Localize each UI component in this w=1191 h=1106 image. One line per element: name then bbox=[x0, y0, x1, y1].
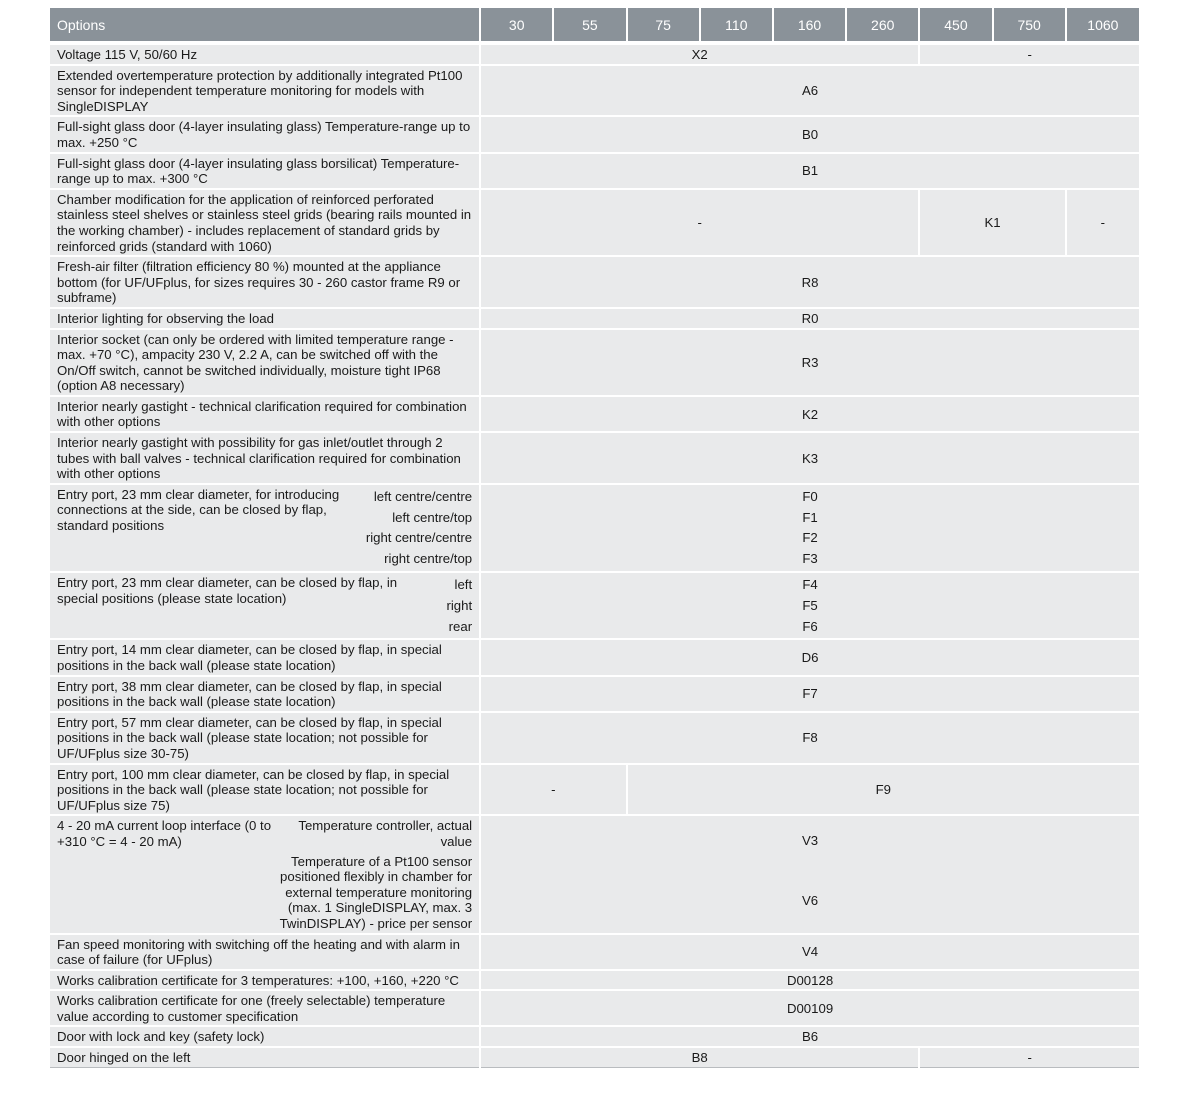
option-description: Entry port, 14 mm clear diameter, can be closed by flap, in special positions in the back wall (please state location) bbox=[50, 639, 480, 675]
option-code: F5 bbox=[802, 597, 818, 613]
option-code: F1 bbox=[802, 509, 818, 525]
option-description: Entry port, 100 mm clear diameter, can be closed by flap, in special positions in the back wall (please state location; not possible for UF/UFplus size 75) bbox=[50, 764, 480, 816]
position-label: left centre/top bbox=[392, 509, 473, 525]
table-row bbox=[50, 990, 1139, 1026]
option-code: X2 bbox=[480, 43, 919, 65]
options-table-container bbox=[50, 8, 1139, 1068]
option-description bbox=[50, 484, 480, 572]
header-size: 260 bbox=[846, 8, 919, 43]
option-code: V4 bbox=[480, 934, 1139, 970]
table-row bbox=[50, 396, 1139, 432]
option-code: - bbox=[480, 764, 626, 816]
table-row bbox=[50, 764, 1139, 816]
option-code: D00109 bbox=[480, 990, 1139, 1026]
option-description: Extended overtemperature protection by additionally integrated Pt100 sensor for independent temperature monitoring for models with SingleDISPLAY bbox=[50, 65, 480, 117]
table-row bbox=[50, 116, 1139, 152]
option-code: B1 bbox=[480, 153, 1139, 189]
table-row bbox=[50, 970, 1139, 991]
header-size: 75 bbox=[627, 8, 700, 43]
table-row bbox=[50, 1026, 1139, 1047]
header-size: 55 bbox=[553, 8, 626, 43]
table-row bbox=[50, 1047, 1139, 1067]
option-description: Chamber modification for the application of reinforced perforated stainless steel shelves or stainless steel grids (bearing rails mounted in the working chamber) - includes replacement of standard grids by reinforced grids (standard with 1060) bbox=[50, 189, 480, 256]
table-row bbox=[50, 572, 1139, 639]
table-row bbox=[50, 329, 1139, 396]
option-description: Entry port, 38 mm clear diameter, can be closed by flap, in special positions in the back wall (please state location) bbox=[50, 676, 480, 712]
table-row bbox=[50, 189, 1139, 256]
table-row bbox=[50, 308, 1139, 329]
option-code: - bbox=[1066, 189, 1139, 256]
option-code: F8 bbox=[480, 712, 1139, 764]
option-code: - bbox=[919, 43, 1139, 65]
option-code: F9 bbox=[627, 764, 1139, 816]
table-row bbox=[50, 676, 1139, 712]
option-description: Fresh-air filter (filtration efficiency 80 %) mounted at the appliance bottom (for UF/UFplus, for sizes requires 30 - 260 castor frame R9 or subframe) bbox=[50, 256, 480, 308]
position-label: left centre/centre bbox=[373, 488, 473, 504]
option-description: Full-sight glass door (4-layer insulating glass borsilicat) Temperature-range up to max. +300 °C bbox=[50, 153, 480, 189]
option-code: D00128 bbox=[480, 970, 1139, 991]
table-row bbox=[50, 639, 1139, 675]
option-code: V3 bbox=[801, 833, 819, 849]
position-label: right centre/centre bbox=[365, 530, 473, 546]
option-code-group bbox=[480, 815, 1139, 933]
option-description: Door hinged on the left bbox=[50, 1047, 480, 1067]
current-loop-sub-option: Temperature controller, actual value bbox=[298, 818, 473, 849]
option-code: F2 bbox=[802, 530, 818, 546]
option-description: Door with lock and key (safety lock) bbox=[50, 1026, 480, 1047]
option-code: R0 bbox=[480, 308, 1139, 329]
option-code: K2 bbox=[480, 396, 1139, 432]
option-code: - bbox=[480, 189, 919, 256]
header-size: 750 bbox=[993, 8, 1066, 43]
option-description bbox=[50, 815, 480, 933]
header-size: 30 bbox=[480, 8, 553, 43]
option-code: R3 bbox=[480, 329, 1139, 396]
option-code: B8 bbox=[480, 1047, 919, 1067]
table-row bbox=[50, 934, 1139, 970]
option-code: F7 bbox=[480, 676, 1139, 712]
option-code: A6 bbox=[480, 65, 1139, 117]
option-description: Works calibration certificate for one (freely selectable) temperature value according to customer specification bbox=[50, 990, 480, 1026]
option-code: K1 bbox=[919, 189, 1065, 256]
option-code-group bbox=[480, 484, 1139, 572]
option-code-group bbox=[480, 572, 1139, 639]
option-description: Works calibration certificate for 3 temperatures: +100, +160, +220 °C bbox=[50, 970, 480, 991]
position-label: left bbox=[454, 577, 473, 593]
position-label: right centre/top bbox=[384, 551, 473, 567]
option-description: Interior nearly gastight - technical clarification required for combination with other options bbox=[50, 396, 480, 432]
entry-port-positions bbox=[440, 575, 472, 637]
entry-port-description: Entry port, 23 mm clear diameter, can be closed by flap, in special positions (please state location) bbox=[57, 575, 398, 606]
current-loop-description: 4 - 20 mA current loop interface (0 to +310 °C = 4 - 20 mA) bbox=[57, 818, 272, 849]
option-description: Voltage 115 V, 50/60 Hz bbox=[50, 43, 480, 65]
table-row bbox=[50, 43, 1139, 65]
option-description: Fan speed monitoring with switching off the heating and with alarm in case of failure (for UFplus) bbox=[50, 934, 480, 970]
entry-port-description: Entry port, 23 mm clear diameter, for introducing connections at the side, can be closed by flap, standard positions bbox=[57, 486, 340, 534]
header-size: 450 bbox=[919, 8, 992, 43]
options-table bbox=[50, 8, 1139, 1068]
header-size: 110 bbox=[700, 8, 773, 43]
current-loop-sub-option: Temperature of a Pt100 sensor positioned flexibly in chamber for external temperature monitoring (max. 1 SingleDISPLAY, max. 3 TwinDISPLAY) - price per sensor bbox=[279, 853, 473, 931]
header-size: 160 bbox=[773, 8, 846, 43]
option-code: D6 bbox=[480, 639, 1139, 675]
option-description: Interior nearly gastight with possibility for gas inlet/outlet through 2 tubes with ball valves - technical clarification required for combination with other options bbox=[50, 432, 480, 484]
option-code: F4 bbox=[802, 577, 818, 593]
table-row bbox=[50, 815, 1139, 933]
option-code: F3 bbox=[802, 551, 818, 567]
option-code: B6 bbox=[480, 1026, 1139, 1047]
table-row bbox=[50, 153, 1139, 189]
option-code: B0 bbox=[480, 116, 1139, 152]
option-code: F0 bbox=[802, 488, 818, 504]
option-code: V6 bbox=[801, 892, 819, 908]
option-description bbox=[50, 572, 480, 639]
option-code: K3 bbox=[480, 432, 1139, 484]
option-description: Entry port, 57 mm clear diameter, can be closed by flap, in special positions in the back wall (please state location; not possible for UF/UFplus size 30-75) bbox=[50, 712, 480, 764]
option-code: - bbox=[919, 1047, 1139, 1067]
option-description: Interior lighting for observing the load bbox=[50, 308, 480, 329]
position-label: rear bbox=[448, 618, 473, 634]
option-code: F6 bbox=[802, 618, 818, 634]
option-code: R8 bbox=[480, 256, 1139, 308]
table-row bbox=[50, 432, 1139, 484]
position-label: right bbox=[446, 597, 473, 613]
header-row bbox=[50, 8, 1139, 43]
table-row bbox=[50, 65, 1139, 117]
table-row bbox=[50, 712, 1139, 764]
option-description: Full-sight glass door (4-layer insulating glass) Temperature-range up to max. +250 °C bbox=[50, 116, 480, 152]
table-row bbox=[50, 256, 1139, 308]
table-row bbox=[50, 484, 1139, 572]
entry-port-positions bbox=[360, 487, 472, 570]
header-options: Options bbox=[50, 8, 480, 43]
header-size: 1060 bbox=[1066, 8, 1139, 43]
option-description: Interior socket (can only be ordered with limited temperature range - max. +70 °C), ampacity 230 V, 2.2 A, can be switched off with the On/Off switch, cannot be switched individually, moisture tight IP68 (option A8 necessary) bbox=[50, 329, 480, 396]
